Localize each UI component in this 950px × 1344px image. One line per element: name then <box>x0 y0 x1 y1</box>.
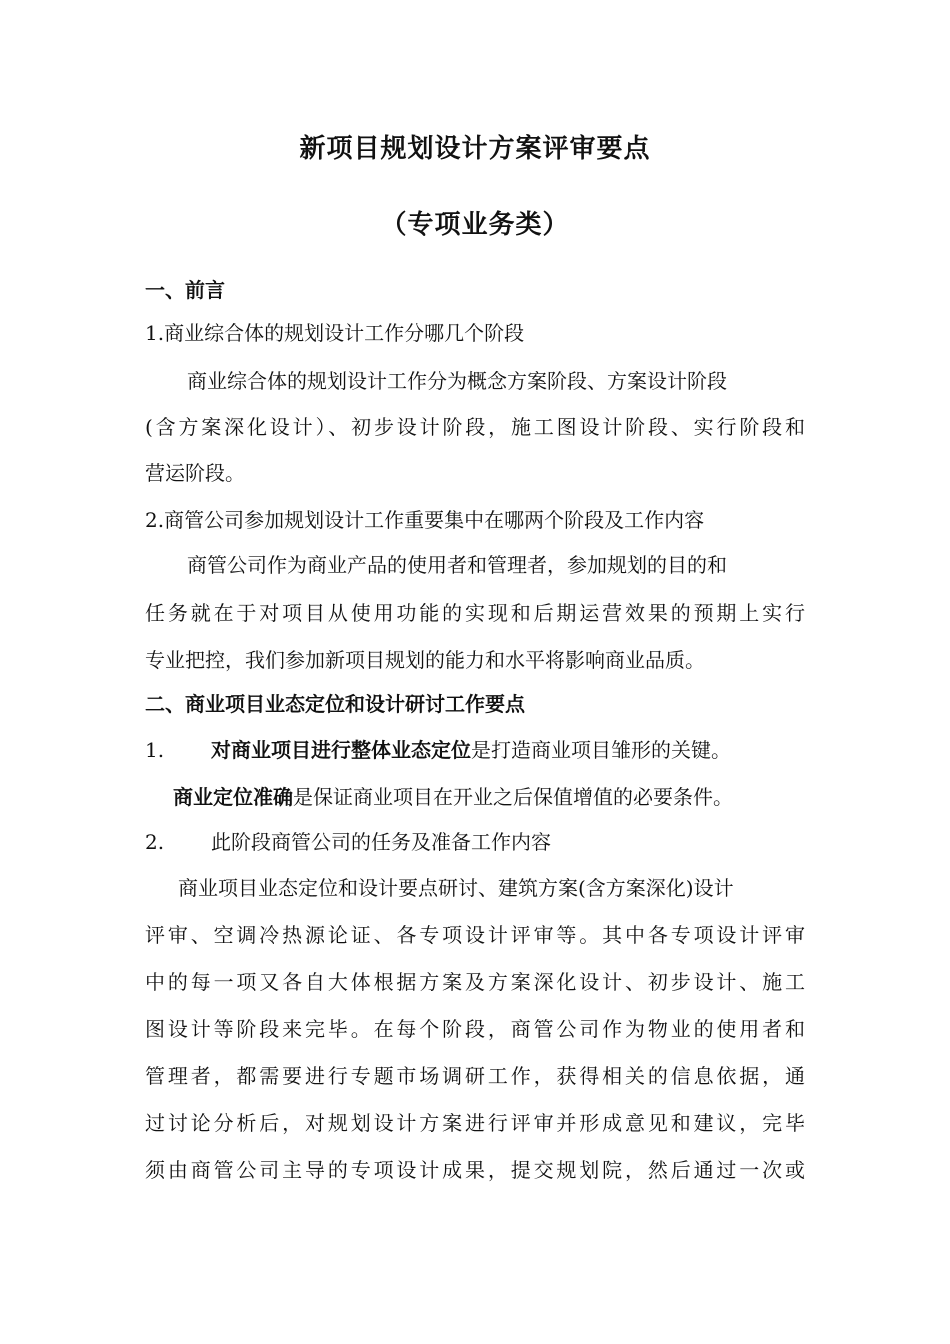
paragraph-3-line: 图设计等阶段来完毕。在每个阶段，商管公司作为物业的使用者和 <box>145 1017 805 1041</box>
paragraph-3-line: 商业项目业态定位和设计要点研讨、建筑方案(含方案深化)设计 <box>178 876 734 900</box>
section-heading-preface: 一、前言 <box>145 278 225 302</box>
document-subtitle: （专项业务类） <box>380 210 570 240</box>
list-item-1-continuation <box>173 783 733 811</box>
list-item-number: 1. <box>145 738 165 762</box>
emphasis-text: 商业定位准确 <box>173 785 293 809</box>
list-item-number: 2. <box>145 830 165 854</box>
paragraph-3-line: 中的每一项又各自大体根据方案及方案深化设计、初步设计、施工 <box>145 970 805 994</box>
list-item-text: 是保证商业项目在开业之后保值增值的必要条件。 <box>293 785 733 809</box>
list-item-text: 此阶段商管公司的任务及准备工作内容 <box>211 830 551 854</box>
list-item-text: 是打造商业项目雏形的关键。 <box>471 738 731 762</box>
paragraph-3-line: 过讨论分析后，对规划设计方案进行评审并形成意见和建议，完毕 <box>145 1111 805 1135</box>
paragraph-1-line: 营运阶段。 <box>145 461 245 485</box>
paragraph-2-line: 专业把控，我们参加新项目规划的能力和水平将影响商业品质。 <box>145 648 705 672</box>
paragraph-2-line: 任务就在于对项目从使用功能的实现和后期运营效果的预期上实行 <box>145 601 805 625</box>
list-item-1 <box>145 736 731 764</box>
question-1: 1.商业综合体的规划设计工作分哪几个阶段 <box>145 321 525 345</box>
question-2: 2.商管公司参加规划设计工作重要集中在哪两个阶段及工作内容 <box>145 508 705 532</box>
emphasis-text: 对商业项目进行整体业态定位 <box>211 738 471 762</box>
document-title: 新项目规划设计方案评审要点 <box>299 134 651 164</box>
list-item-2 <box>145 828 551 856</box>
section-heading-positioning: 二、商业项目业态定位和设计研讨工作要点 <box>145 692 525 716</box>
paragraph-2-line: 商管公司作为商业产品的使用者和管理者，参加规划的目的和 <box>187 553 727 577</box>
paragraph-3-line: 评审、空调冷热源论证、各专项设计评审等。其中各专项设计评审 <box>145 923 805 947</box>
paragraph-3-line: 管理者，都需要进行专题市场调研工作，获得相关的信息依据，通 <box>145 1064 805 1088</box>
paragraph-1-line: (含方案深化设计）、初步设计阶段，施工图设计阶段、实行阶段和 <box>145 415 805 439</box>
paragraph-3-line: 须由商管公司主导的专项设计成果，提交规划院，然后通过一次或 <box>145 1158 805 1182</box>
paragraph-1-line: 商业综合体的规划设计工作分为概念方案阶段、方案设计阶段 <box>187 369 727 393</box>
